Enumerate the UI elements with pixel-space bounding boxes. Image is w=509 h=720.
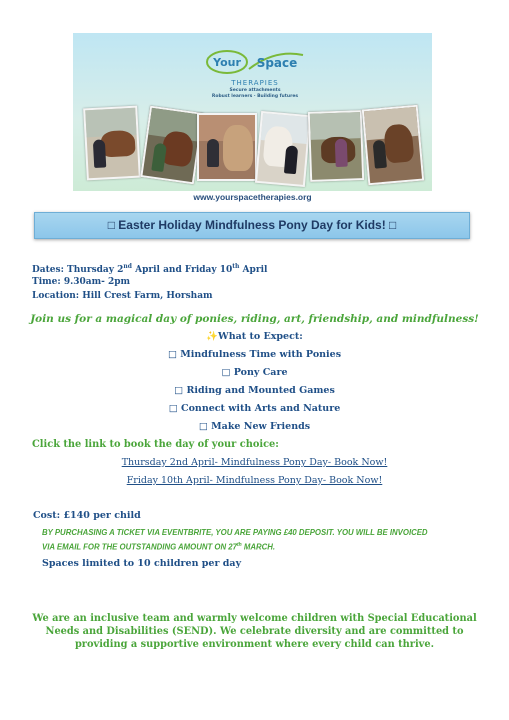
footer-line-2: Needs and Disabilities (SEND). We celebrate diversity and are committed to (45, 626, 464, 637)
spaces-limited: Spaces limited to 10 children per day (42, 558, 242, 569)
event-time: Time: 9.30am- 2pm (32, 277, 131, 287)
event-title-bar (34, 212, 470, 239)
logo-tagline (183, 88, 327, 100)
footer-line-1: We are an inclusive team and warmly welcome children with Special Educational (32, 613, 477, 624)
logo-your: Your (213, 56, 241, 69)
deposit-notice (42, 526, 482, 554)
booking-link-friday[interactable]: Friday 10th April- Mindfulness Pony Day- Book Now! (126, 475, 383, 486)
photo-petting-horse (255, 111, 311, 187)
expect-item: □ Pony Care (221, 367, 288, 378)
expect-item: □ Make New Friends (198, 421, 311, 432)
event-tagline: Join us for a magical day of ponies, riding, art, friendship, and mindfulness! (30, 313, 479, 325)
photo-hugging-horse (197, 113, 257, 181)
deposit-line-2: VIA EMAIL FOR THE OUTSTANDING AMOUNT ON 27th MARCH. (42, 542, 276, 552)
photo-child-with-pony (140, 106, 203, 185)
photo-stable (362, 105, 424, 186)
inclusion-statement (20, 612, 489, 651)
logo-tagline-2: Robust learners · Building futures (211, 94, 299, 99)
photo-girl-with-horse (83, 106, 141, 181)
your-space-logo (205, 47, 305, 77)
logo-space: Space (256, 56, 298, 70)
photo-pony-grooming (308, 110, 364, 182)
footer-line-3: providing a supportive environment where every child can thrive. (74, 639, 435, 650)
deposit-line-1: BY PURCHASING A TICKET VIA EVENTBRITE, YOU ARE PAYING £40 DEPOSIT. YOU WILL BE INVOICED (42, 528, 428, 537)
booking-link-thursday[interactable]: Thursday 2nd April- Mindfulness Pony Day- Book Now! (121, 457, 388, 468)
expect-heading: ✨What to Expect: (206, 331, 303, 342)
booking-link-row-2 (0, 475, 509, 486)
expect-item: □ Mindfulness Time with Ponies (167, 349, 342, 360)
cost-text: Cost: £140 per child (33, 510, 141, 521)
logo-therapies: THERAPIES (231, 79, 279, 87)
event-dates: Dates: Thursday 2nd April and Friday 10th April (32, 263, 268, 275)
expect-item: □ Riding and Mounted Games (174, 385, 335, 396)
logo-tagline-1: Secure attachments (229, 88, 281, 93)
website-url[interactable]: www.yourspacetherapies.org (193, 192, 312, 202)
event-location: Location: Hill Crest Farm, Horsham (32, 291, 213, 301)
booking-link-row-1 (0, 457, 509, 468)
expect-item: □ Connect with Arts and Nature (168, 403, 341, 414)
book-prompt: Click the link to book the day of your choice: (32, 439, 279, 450)
header-banner (73, 33, 432, 191)
event-title: □ Easter Holiday Mindfulness Pony Day for Kids! □ (107, 218, 397, 232)
